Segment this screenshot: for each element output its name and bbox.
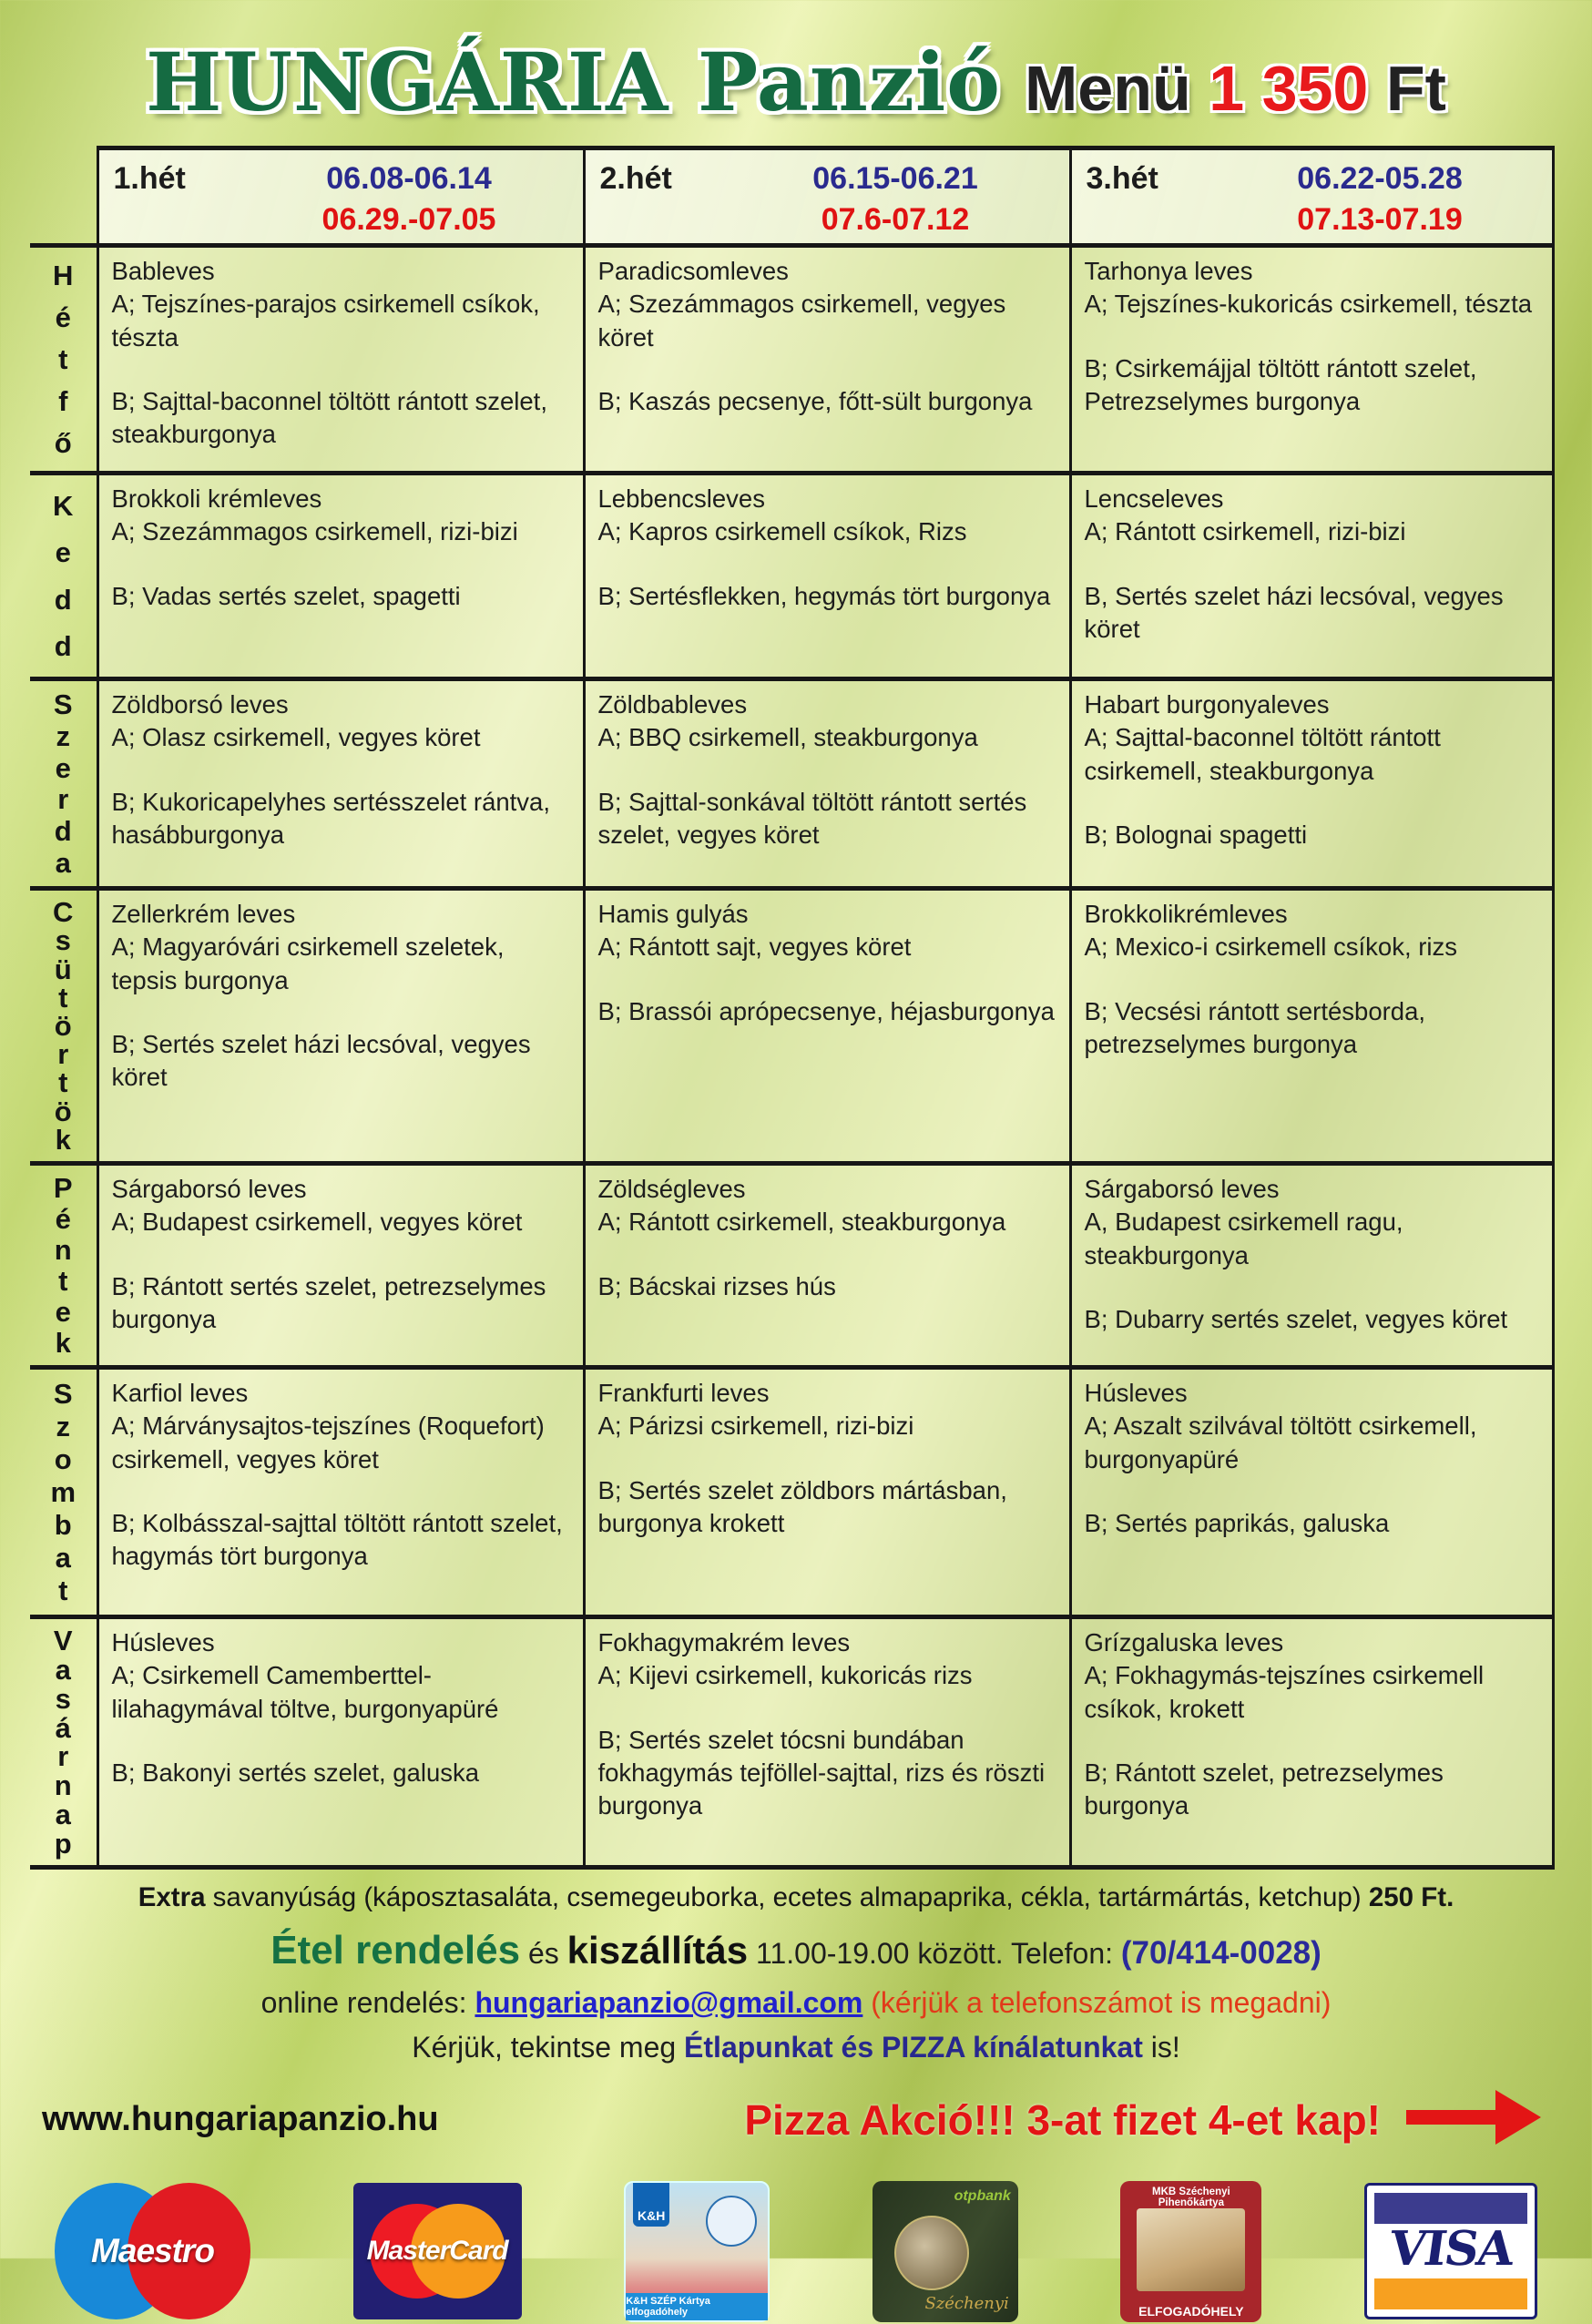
option-a: A; Tejszínes-parajos csirkemell csíkok, tészta bbox=[111, 290, 540, 352]
day-name-cell bbox=[30, 474, 97, 679]
kh-acceptance-strip: K&H SZÉP Kártya elfogadóhely bbox=[626, 2293, 768, 2320]
mkb-title: MKB Széchenyi Pihenőkártya bbox=[1152, 2186, 1230, 2208]
menu-cell-week2 bbox=[584, 1617, 1070, 1868]
payment-cards-row bbox=[55, 2178, 1537, 2324]
soup-name: Fokhagymakrém leves bbox=[597, 1628, 851, 1656]
otp-szechenyi-script: Széchenyi bbox=[924, 2293, 1009, 2313]
soup-name: Hamis gulyás bbox=[597, 900, 749, 928]
soup-name: Tarhonya leves bbox=[1084, 257, 1253, 285]
pizza-promo-arrow-icon bbox=[1406, 2088, 1543, 2151]
option-b: B; Brassói aprópecsenye, héjasburgonya bbox=[597, 996, 1055, 1025]
week-3-label: 3.hét bbox=[1086, 161, 1158, 196]
view-menu-line bbox=[0, 2031, 1592, 2064]
corner-cell bbox=[30, 148, 97, 246]
option-b: B; Kolbásszal-sajttal töltött rántott szelet, hagymás tört burgonya bbox=[111, 1508, 563, 1571]
option-a: A; Aszalt szilvával töltött csirkemell, burgonyapüré bbox=[1084, 1412, 1477, 1473]
kh-photo-medallion bbox=[706, 2196, 757, 2247]
menu-cell-week3 bbox=[1070, 246, 1553, 474]
soup-name: Húsleves bbox=[111, 1628, 215, 1656]
day-name-cell bbox=[30, 246, 97, 474]
option-b: B; Kukoricapelyhes sertésszelet rántva, hasábburgonya bbox=[111, 787, 550, 849]
menu-cell-week1 bbox=[97, 246, 584, 474]
menu-price bbox=[1025, 52, 1446, 125]
option-a: A; Rántott csirkemell, rizi-bizi bbox=[1084, 517, 1406, 546]
day-name-vertical-label: S z e r d a bbox=[53, 688, 73, 880]
week-3-dates-2: 07.13-07.19 bbox=[1297, 202, 1463, 237]
soup-name: Paradicsomleves bbox=[597, 257, 789, 285]
menu-cell-week1 bbox=[97, 1164, 584, 1368]
day-name-vertical-label: C s ü t ö r t ö k bbox=[53, 896, 74, 1156]
menu-day-row bbox=[30, 1617, 1553, 1868]
week-1-header bbox=[97, 148, 584, 246]
menu-cell-week3 bbox=[1070, 474, 1553, 679]
option-b: B; Sertés szelet tócsni bundában fokhagymás tejföllel-sajttal, rizs és röszti burgonya bbox=[597, 1725, 1046, 1820]
option-b: B; Sajttal-baconnel töltött rántott szelet, steakburgonya bbox=[111, 386, 547, 449]
title-bar bbox=[0, 0, 1592, 146]
menu-cell-week3 bbox=[1070, 1617, 1553, 1868]
week-1-label: 1.hét bbox=[113, 161, 186, 196]
menu-cell-week2 bbox=[584, 246, 1070, 474]
menu-cell-week3 bbox=[1070, 889, 1553, 1164]
visa-orange-band bbox=[1374, 2278, 1527, 2309]
soup-name: Brokkoli krémleves bbox=[111, 484, 322, 513]
option-a: A; Olasz csirkemell, vegyes köret bbox=[111, 723, 481, 752]
weekly-menu-table bbox=[30, 146, 1555, 1870]
option-a: A; Párizsi csirkemell, rizi-bizi bbox=[597, 1412, 914, 1441]
option-b: B; Vadas sertés szelet, spagetti bbox=[111, 581, 461, 610]
week-2-label: 2.hét bbox=[599, 161, 672, 196]
option-b: B; Bolognai spagetti bbox=[1084, 820, 1308, 849]
option-a: A; Magyaróvári csirkemell szeletek, tepsis burgonya bbox=[111, 933, 505, 994]
extra-text: savanyúság (káposztasaláta, csemegeuborka, ecetes almapaprika, cékla, tartármártás, ketchup) bbox=[205, 1882, 1369, 1912]
menu-cell-week1 bbox=[97, 679, 584, 889]
week-header-row bbox=[30, 148, 1553, 246]
week-2-dates: 06.15-06.21 bbox=[812, 161, 978, 196]
week-1-dates-2: 06.29.-07.05 bbox=[321, 202, 496, 237]
option-a: A; Kapros csirkemell csíkok, Rizs bbox=[597, 517, 967, 546]
option-b: B; Vecsési rántott sertésborda, petrezselymes burgonya bbox=[1084, 996, 1425, 1058]
mastercard-logo bbox=[353, 2183, 522, 2319]
extra-pickles-line bbox=[0, 1882, 1592, 1913]
soup-name: Sárgaborsó leves bbox=[1084, 1175, 1280, 1203]
menu-cell-week2 bbox=[584, 889, 1070, 1164]
menu-cell-week2 bbox=[584, 1368, 1070, 1617]
menu-cell-week3 bbox=[1070, 1368, 1553, 1617]
option-b: B; Sertés paprikás, galuska bbox=[1084, 1508, 1390, 1537]
extra-price: 250 Ft. bbox=[1368, 1882, 1454, 1912]
promo-row bbox=[42, 2088, 1550, 2151]
day-name-cell bbox=[30, 1617, 97, 1868]
soup-name: Zöldbableves bbox=[597, 690, 748, 719]
menu-cell-week2 bbox=[584, 474, 1070, 679]
mastercard-label: MasterCard bbox=[366, 2236, 508, 2266]
option-b: B, Sertés szelet házi lecsóval, vegyes köret bbox=[1084, 581, 1504, 643]
day-name-vertical-label: H é t f ő bbox=[53, 260, 74, 459]
soup-name: Karfiol leves bbox=[111, 1379, 249, 1407]
option-a: A; Kijevi csirkemell, kukoricás rizs bbox=[597, 1661, 973, 1690]
soup-name: Zöldborsó leves bbox=[111, 690, 289, 719]
order-and: és bbox=[520, 1937, 567, 1970]
option-a: A, Budapest csirkemell ragu, steakburgonya bbox=[1084, 1208, 1403, 1269]
week-1-dates: 06.08-06.14 bbox=[326, 161, 492, 196]
soup-name: Habart burgonyaleves bbox=[1084, 690, 1330, 719]
online-note: (kérjük a telefonszámot is megadni) bbox=[862, 1986, 1332, 2019]
soup-name: Lebbencsleves bbox=[597, 484, 765, 513]
day-name-vertical-label: P é n t e k bbox=[53, 1172, 73, 1359]
day-name-cell bbox=[30, 1164, 97, 1368]
menu-cell-week3 bbox=[1070, 679, 1553, 889]
option-a: A; BBQ csirkemell, steakburgonya bbox=[597, 723, 978, 752]
week-3-dates: 06.22-05.28 bbox=[1297, 161, 1463, 196]
option-a: A; Márványsajtos-tejszínes (Roquefort) csirkemell, vegyes köret bbox=[111, 1412, 545, 1473]
menu-day-row bbox=[30, 1164, 1553, 1368]
maestro-label: Maestro bbox=[91, 2232, 214, 2269]
week-3-header bbox=[1070, 148, 1553, 246]
option-b: B; Bácskai rizses hús bbox=[597, 1271, 836, 1300]
week-2-header bbox=[584, 148, 1070, 246]
visa-blue-band bbox=[1374, 2193, 1527, 2224]
option-b: B; Kaszás pecsenye, főtt-sült burgonya bbox=[597, 386, 1033, 415]
menu-cell-week1 bbox=[97, 889, 584, 1164]
phone-number: (70/414-0028) bbox=[1120, 1935, 1322, 1971]
otpbank-label: otpbank bbox=[954, 2187, 1011, 2204]
soup-name: Frankfurti leves bbox=[597, 1379, 770, 1407]
brand-title: HUNGÁRIA Panzió bbox=[146, 35, 1001, 129]
pizza-promo-text: Pizza Akció!!! 3-at fizet 4-et kap! bbox=[744, 2095, 1381, 2144]
order-green-text: Étel rendelés bbox=[270, 1928, 521, 1972]
soup-name: Zöldségleves bbox=[597, 1175, 746, 1203]
order-black-text: kiszállítás bbox=[566, 1929, 749, 1972]
order-hours: 11.00-19.00 között. Telefon: bbox=[748, 1937, 1121, 1970]
day-name-vertical-label: K e d d bbox=[53, 490, 74, 662]
menu-cell-week1 bbox=[97, 1617, 584, 1868]
soup-name: Húsleves bbox=[1084, 1379, 1188, 1407]
mkb-photo-area bbox=[1137, 2208, 1245, 2291]
online-label: online rendelés: bbox=[260, 1986, 475, 2019]
option-a: A; Rántott csirkemell, steakburgonya bbox=[597, 1208, 1006, 1237]
day-name-cell bbox=[30, 679, 97, 889]
option-b: B; Rántott szelet, petrezselymes burgonya bbox=[1084, 1758, 1444, 1820]
price-value: 1 350 bbox=[1209, 53, 1369, 124]
menu-cell-week1 bbox=[97, 474, 584, 679]
option-a: A; Szezámmagos csirkemell, vegyes köret bbox=[597, 290, 1006, 352]
mkb-acceptance-label: ELFOGADÓHELY bbox=[1138, 2303, 1244, 2319]
visa-logo bbox=[1364, 2183, 1537, 2319]
menu-cell-week1 bbox=[97, 1368, 584, 1617]
menu-day-row bbox=[30, 246, 1553, 474]
day-name-vertical-label: S z o m b a t bbox=[50, 1377, 77, 1607]
option-b: B; Rántott sertés szelet, petrezselymes burgonya bbox=[111, 1271, 546, 1333]
soup-name: Lencseleves bbox=[1084, 484, 1224, 513]
menu-day-row bbox=[30, 679, 1553, 889]
option-a: A; Fokhagymás-tejszínes csirkemell csíkok, krokett bbox=[1084, 1661, 1485, 1723]
day-name-cell bbox=[30, 1368, 97, 1617]
order-info-line bbox=[0, 1928, 1592, 1973]
visa-label: VISA bbox=[1385, 2221, 1516, 2278]
option-b: B; Sertésflekken, hegymás tört burgonya bbox=[597, 581, 1051, 610]
menu-day-row bbox=[30, 1368, 1553, 1617]
website-url: www.hungariapanzio.hu bbox=[42, 2100, 439, 2138]
view-bold: Étlapunkat és PIZZA kínálatunkat bbox=[684, 2031, 1143, 2064]
menu-cell-week3 bbox=[1070, 1164, 1553, 1368]
option-a: A; Budapest csirkemell, vegyes köret bbox=[111, 1208, 523, 1237]
menu-cell-week2 bbox=[584, 679, 1070, 889]
menu-day-row bbox=[30, 889, 1553, 1164]
currency-label: Ft bbox=[1385, 53, 1446, 124]
menu-day-row bbox=[30, 474, 1553, 679]
otp-photo-medallion bbox=[894, 2216, 969, 2290]
otp-bank-card-logo bbox=[873, 2181, 1018, 2322]
view-pre: Kérjük, tekintse meg bbox=[412, 2031, 685, 2064]
option-b: B; Sajttal-sonkával töltött rántott sertés szelet, vegyes köret bbox=[597, 787, 1027, 849]
menu-cell-week2 bbox=[584, 1164, 1070, 1368]
online-order-line bbox=[0, 1986, 1592, 2020]
day-name-vertical-label: V a s á r n a p bbox=[53, 1625, 73, 1860]
menu-label: Menü bbox=[1024, 53, 1191, 124]
soup-name: Grízgaluska leves bbox=[1084, 1628, 1284, 1656]
soup-name: Bableves bbox=[111, 257, 215, 285]
option-b: B; Csirkemájjal töltött rántott szelet, Petrezselymes burgonya bbox=[1084, 353, 1477, 415]
soup-name: Sárgaborsó leves bbox=[111, 1175, 307, 1203]
option-a: A; Rántott sajt, vegyes köret bbox=[597, 933, 912, 962]
week-2-dates-2: 07.6-07.12 bbox=[821, 202, 970, 237]
extra-bold: Extra bbox=[138, 1882, 206, 1912]
mkb-szechenyi-card-logo bbox=[1120, 2181, 1261, 2322]
email-link[interactable]: hungariapanzio@gmail.com bbox=[475, 1986, 863, 2019]
soup-name: Zellerkrém leves bbox=[111, 900, 296, 928]
kh-szep-card-logo bbox=[624, 2181, 770, 2322]
kh-badge: K&H bbox=[633, 2183, 669, 2227]
option-b: B; Bakonyi sertés szelet, galuska bbox=[111, 1758, 480, 1787]
day-name-cell bbox=[30, 889, 97, 1164]
option-a: A; Mexico-i csirkemell csíkok, rizs bbox=[1084, 933, 1457, 962]
soup-name: Brokkolikrémleves bbox=[1084, 900, 1288, 928]
option-b: B; Dubarry sertés szelet, vegyes köret bbox=[1084, 1304, 1508, 1333]
option-b: B; Sertés szelet zöldbors mártásban, burgonya krokett bbox=[597, 1475, 1007, 1537]
view-post: is! bbox=[1142, 2031, 1180, 2064]
option-a: A; Sajttal-baconnel töltött rántott csirkemell, steakburgonya bbox=[1084, 723, 1441, 785]
option-b: B; Sertés szelet házi lecsóval, vegyes köret bbox=[111, 1029, 531, 1092]
option-a: A; Tejszínes-kukoricás csirkemell, tészta bbox=[1084, 290, 1533, 319]
option-a: A; Szezámmagos csirkemell, rizi-bizi bbox=[111, 517, 518, 546]
option-a: A; Csirkemell Camemberttel-lilahagymával töltve, burgonyapüré bbox=[111, 1661, 499, 1723]
maestro-logo bbox=[55, 2183, 250, 2319]
